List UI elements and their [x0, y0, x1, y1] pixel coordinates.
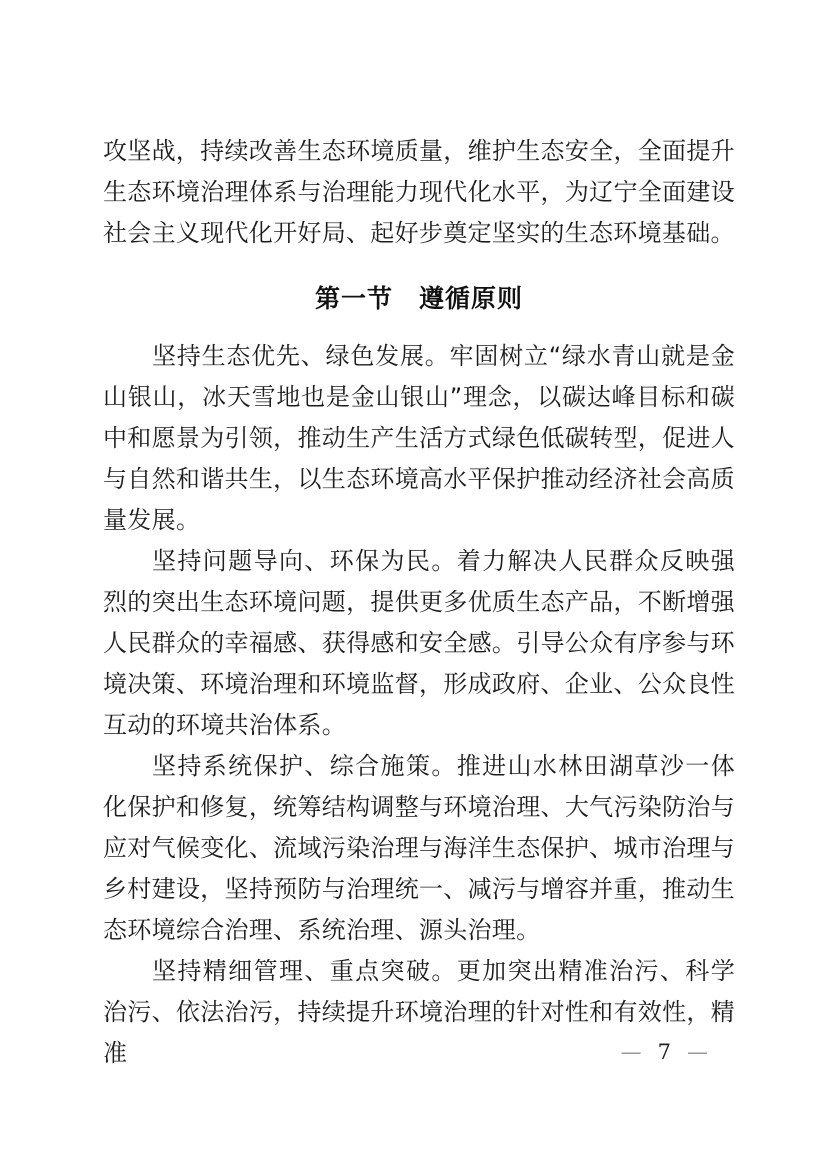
section-heading: 第一节 遵循原则 [314, 284, 523, 313]
body-paragraph: 坚持精细管理、重点突破。更加突出精准治污、科学治污、依法治污，持续提升环境治理的针对性和有效性，精准 [103, 957, 735, 1067]
text-block [103, 131, 735, 1074]
footer-dash-left: — [620, 1040, 642, 1064]
body-paragraph: 坚持系统保护、综合施策。推进山水林田湖草沙一体化保护和修复，统筹结构调整与环境治理、大气污染防治与应对气候变化、流域污染治理与海洋生态保护、城市治理与乡村建设，坚持预防与治理统一、减污与增容并重，推动生态环境综合治理、系统治理、源头治理。 [103, 752, 735, 944]
footer-dash-right: — [687, 1040, 708, 1064]
body-paragraph: 坚持问题导向、环保为民。着力解决人民群众反映强烈的突出生态环境问题，提供更多优质生态产品，不断增强人民群众的幸福感、获得感和安全感。引导公众有序参与环境决策、环境治理和环境监督，形成政府、企业、公众良性互动的环境共治体系。 [103, 547, 735, 739]
page-footer [621, 1040, 708, 1064]
body-paragraph: 坚持生态优先、绿色发展。牢固树立“绿水青山就是金山银山，冰天雪地也是金山银山”理念，以碳达峰目标和碳中和愿景为引领，推动生产生活方式绿色低碳转型，促进人与自然和谐共生，以生态环境高水平保护推动经济社会高质量发展。 [103, 342, 735, 534]
page-number: 7 [657, 1040, 671, 1064]
continuation-paragraph: 攻坚战，持续改善生态环境质量，维护生态安全，全面提升生态环境治理体系与治理能力现代化水平，为辽宁全面建设社会主义现代化开好局、起好步奠定坚实的生态环境基础。 [103, 137, 735, 247]
